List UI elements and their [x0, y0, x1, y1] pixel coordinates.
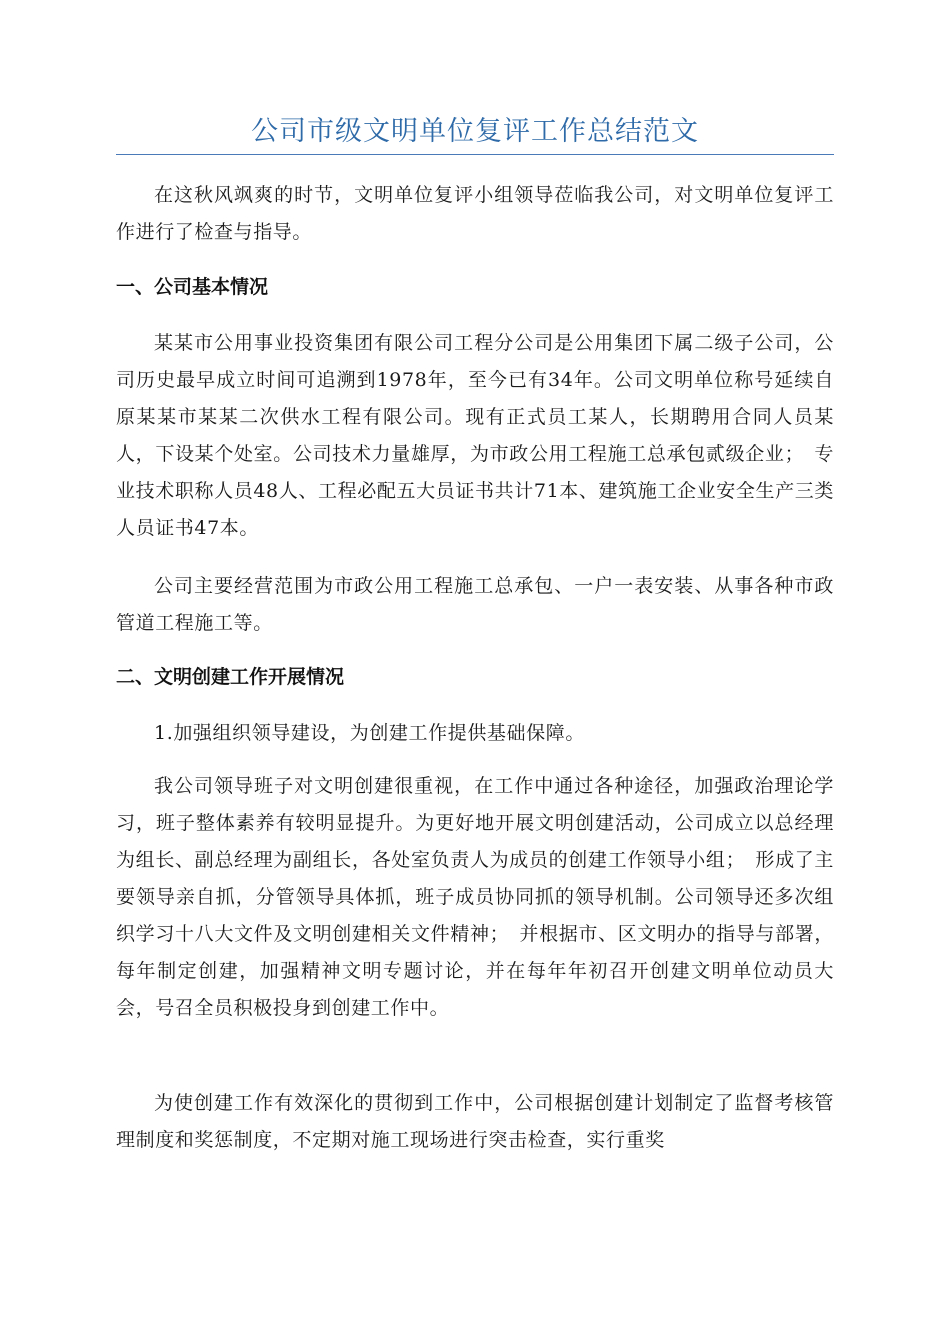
paragraph-company-profile: 某某市公用事业投资集团有限公司工程分公司是公用集团下属二级子公司，公司历史最早成立时间可追溯到1978年，至今已有34年。公司文明单位称号延续自原某某市某某二次供水工程有限公司。现有正式员工某人，长期聘用合同人员某人，下设某个处室。公司技术力量雄厚，为市政公用工程施工总承包贰级企业； 专业技术职称人员48人、工程必配五大员证书共计71本、建筑施工企业安全生产三类人员证书47本。 [116, 332, 834, 539]
document-title: 公司市级文明单位复评工作总结范文 [251, 116, 699, 147]
section-heading-basic-info: 一、公司基本情况 [116, 276, 269, 298]
paragraph-business-scope: 公司主要经营范围为市政公用工程施工总承包、一户一表安装、从事各种市政管道工程施工等。 [116, 575, 834, 634]
paragraph-supervision: 为使创建工作有效深化的贯彻到工作中，公司根据创建计划制定了监督考核管理制度和奖惩制度，不定期对施工现场进行突击检查，实行重奖 [116, 1092, 834, 1151]
section-heading-civilization-work: 二、文明创建工作开展情况 [116, 666, 345, 688]
subsection-item-1: 1.加强组织领导建设，为创建工作提供基础保障。 [154, 722, 585, 744]
title-underline [116, 154, 834, 155]
intro-paragraph: 在这秋风飒爽的时节，文明单位复评小组领导莅临我公司，对文明单位复评工作进行了检查与指导。 [116, 184, 834, 243]
paragraph-leadership: 我公司领导班子对文明创建很重视，在工作中通过各种途径，加强政治理论学习，班子整体素养有较明显提升。为更好地开展文明创建活动，公司成立以总经理为组长、副总经理为副组长，各处室负责人为成员的创建工作领导小组； 形成了主要领导亲自抓，分管领导具体抓，班子成员协同抓的领导机制。公司领导还多次组织学习十八大文件及文明创建相关文件精神； 并根据市、区文明办的指导与部署，每年制定创建，加强精神文明专题讨论，并在每年年初召开创建文明单位动员大会，号召全员积极投身到创建工作中。 [116, 775, 834, 1019]
